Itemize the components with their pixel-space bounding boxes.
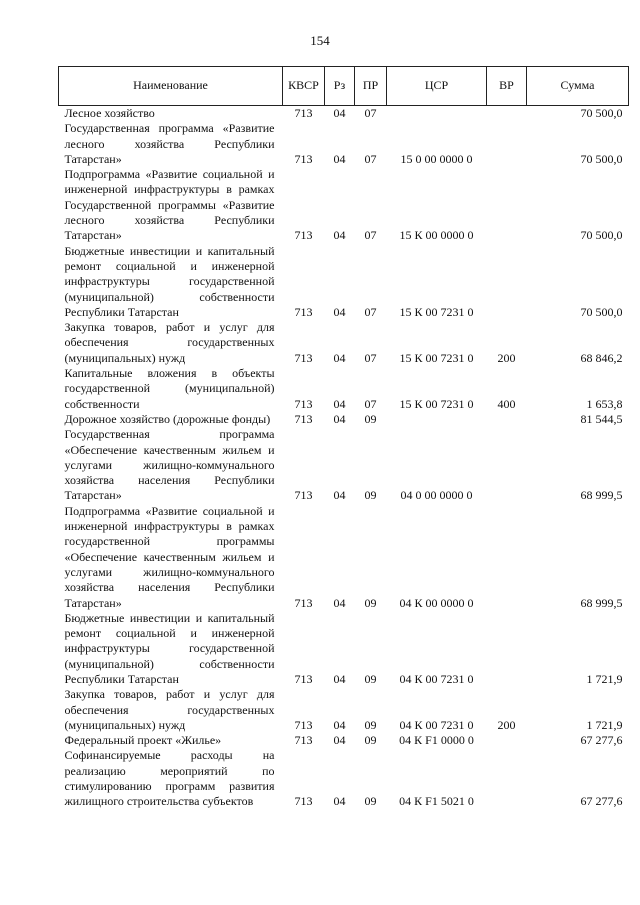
cell-pr: 09 <box>364 733 377 748</box>
cell-sum: 70 500,0 <box>580 304 623 319</box>
cell-sum: 1 721,9 <box>586 717 623 732</box>
cell-name: Федеральный проект «Жилье» <box>64 733 222 748</box>
cell-kvsr: 713 <box>294 151 313 166</box>
header-csr: ЦСР <box>387 67 487 106</box>
cell-pr: 09 <box>364 671 377 686</box>
cell-kvsr: 713 <box>294 671 313 686</box>
cell-sum: 1 721,9 <box>586 671 623 686</box>
cell-vr: 200 <box>497 717 516 732</box>
cell-rz: 04 <box>333 350 346 365</box>
cell-vr <box>487 412 527 427</box>
cell-vr <box>487 106 527 122</box>
cell-sum: 70 500,0 <box>580 106 623 120</box>
table-row <box>59 748 629 809</box>
cell-vr <box>487 504 527 611</box>
cell-rz: 04 <box>333 396 346 411</box>
cell-rz: 04 <box>333 106 346 120</box>
cell-sum: 67 277,6 <box>580 794 623 809</box>
header-rz: Рз <box>325 67 355 106</box>
cell-name: Подпрограмма «Развитие социальной и инженерной инфраструктуры в рамках Государственной программы «Развитие лесного хозяйства Республики Татарстан» <box>64 167 275 243</box>
cell-vr <box>487 611 527 687</box>
cell-rz: 04 <box>333 411 346 426</box>
table-row <box>59 106 629 122</box>
cell-rz: 04 <box>333 228 346 243</box>
header-vr: ВР <box>487 67 527 106</box>
cell-rz: 04 <box>333 733 346 748</box>
cell-name: Государственная программа «Развитие лесного хозяйства Республики Татарстан» <box>64 121 275 166</box>
cell-vr: 400 <box>497 396 516 411</box>
cell-kvsr: 713 <box>294 304 313 319</box>
cell-kvsr: 713 <box>294 733 313 748</box>
cell-rz: 04 <box>333 488 346 503</box>
cell-name: Капитальные вложения в объекты государственной (муниципальной) собственности <box>64 366 275 411</box>
cell-pr: 07 <box>364 396 377 411</box>
cell-kvsr: 713 <box>294 350 313 365</box>
cell-pr: 09 <box>364 794 377 809</box>
table-row <box>59 320 629 366</box>
cell-csr: 15 0 00 0000 0 <box>400 151 473 166</box>
cell-vr <box>487 121 527 167</box>
cell-csr: 04 К F1 5021 0 <box>399 794 474 809</box>
cell-name: Софинансируемые расходы на реализацию мероприятий по стимулированию программ развития жилищного строительства субъектов <box>64 748 275 809</box>
cell-csr: 04 К 00 7231 0 <box>399 717 474 732</box>
table-row <box>59 733 629 748</box>
cell-vr <box>487 427 527 503</box>
cell-csr: 04 К F1 0000 0 <box>399 733 474 748</box>
cell-rz: 04 <box>333 151 346 166</box>
cell-pr: 09 <box>364 488 377 503</box>
page-number: 154 <box>310 33 330 48</box>
table-row <box>59 121 629 167</box>
cell-name: Подпрограмма «Развитие социальной и инженерной инфраструктуры в рамках государственной программы «Обеспечение качественным жильем и услугами жилищно-коммунального хозяйства населения Республики Татарстан» <box>64 503 275 610</box>
cell-pr: 07 <box>364 228 377 243</box>
cell-csr: 15 К 00 0000 0 <box>399 228 474 243</box>
cell-vr: 200 <box>497 350 516 365</box>
cell-csr: 04 К 00 0000 0 <box>399 595 474 610</box>
table-row <box>59 611 629 687</box>
cell-name: Бюджетные инвестиции и капитальный ремонт социальной и инженерной инфраструктуры государственной (муниципальной) собственности Республики Татарстан <box>64 610 275 686</box>
cell-rz: 04 <box>333 717 346 732</box>
cell-name: Лесное хозяйство <box>64 106 155 120</box>
table-row <box>59 687 629 733</box>
cell-csr: 04 0 00 0000 0 <box>400 488 473 503</box>
cell-vr <box>487 748 527 809</box>
table-row <box>59 427 629 503</box>
cell-sum: 1 653,8 <box>586 396 623 411</box>
table-row <box>59 167 629 243</box>
cell-kvsr: 713 <box>294 106 313 120</box>
header-pr: ПР <box>355 67 387 106</box>
cell-rz: 04 <box>333 671 346 686</box>
cell-name: Бюджетные инвестиции и капитальный ремонт социальной и инженерной инфраструктуры государственной (муниципальной) собственности Республики Татарстан <box>64 243 275 319</box>
cell-vr <box>487 244 527 320</box>
cell-csr <box>387 106 487 122</box>
cell-vr <box>487 167 527 243</box>
cell-sum: 68 999,5 <box>580 488 623 503</box>
cell-pr: 09 <box>364 717 377 732</box>
cell-kvsr: 713 <box>294 595 313 610</box>
cell-sum: 67 277,6 <box>580 733 623 748</box>
cell-csr: 15 К 00 7231 0 <box>399 350 474 365</box>
cell-csr <box>387 412 487 427</box>
cell-csr: 15 К 00 7231 0 <box>399 304 474 319</box>
cell-name: Закупка товаров, работ и услуг для обеспечения государственных (муниципальных) нужд <box>64 320 275 365</box>
cell-sum: 81 544,5 <box>580 411 623 426</box>
table-header-row <box>59 67 629 106</box>
table-row <box>59 244 629 320</box>
budget-table <box>58 66 629 810</box>
cell-pr: 09 <box>364 411 377 426</box>
cell-pr: 07 <box>364 151 377 166</box>
cell-vr <box>487 733 527 748</box>
cell-name: Дорожное хозяйство (дорожные фонды) <box>64 411 271 426</box>
cell-pr: 09 <box>364 595 377 610</box>
cell-sum: 68 846,2 <box>580 350 623 365</box>
cell-sum: 68 999,5 <box>580 595 623 610</box>
cell-sum: 70 500,0 <box>580 228 623 243</box>
table-row <box>59 412 629 427</box>
cell-pr: 07 <box>364 304 377 319</box>
table-row <box>59 504 629 611</box>
cell-pr: 07 <box>364 106 377 120</box>
cell-kvsr: 713 <box>294 396 313 411</box>
cell-kvsr: 713 <box>294 228 313 243</box>
cell-name: Государственная программа «Обеспечение качественным жильем и услугами жилищно-коммунального хозяйства населения Республики Татарстан» <box>64 427 275 503</box>
cell-sum: 70 500,0 <box>580 151 623 166</box>
cell-csr: 15 К 00 7231 0 <box>399 396 474 411</box>
header-kvsr: КВСР <box>283 67 325 106</box>
header-sum: Сумма <box>527 67 629 106</box>
header-name: Наименование <box>59 67 283 106</box>
cell-rz: 04 <box>333 595 346 610</box>
cell-rz: 04 <box>333 794 346 809</box>
cell-csr: 04 К 00 7231 0 <box>399 671 474 686</box>
cell-pr: 07 <box>364 350 377 365</box>
cell-name: Закупка товаров, работ и услуг для обеспечения государственных (муниципальных) нужд <box>64 687 275 732</box>
cell-kvsr: 713 <box>294 794 313 809</box>
cell-rz: 04 <box>333 304 346 319</box>
table-row <box>59 366 629 412</box>
cell-kvsr: 713 <box>294 717 313 732</box>
cell-kvsr: 713 <box>294 488 313 503</box>
cell-kvsr: 713 <box>294 411 313 426</box>
